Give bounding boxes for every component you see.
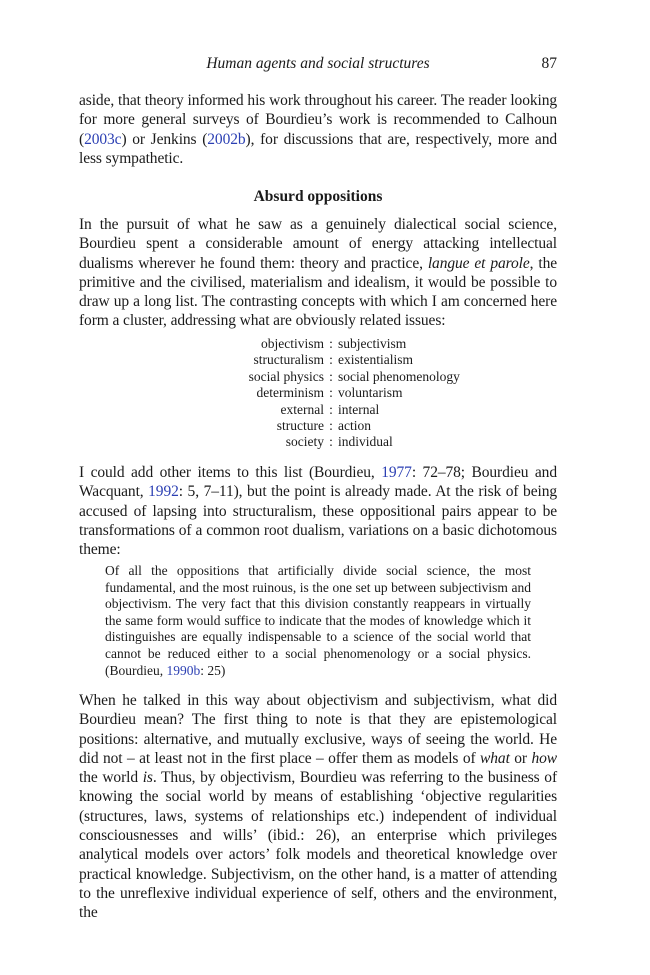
opposition-left: determinism [256, 385, 324, 401]
emphasis: is [142, 769, 153, 787]
opposition-separator: : [329, 401, 333, 417]
text: . Thus, by objectivism, Bourdieu was referring to the business of knowing the social world by means of establishing ‘objective regularities (structures, laws, systems of relationships etc.) independent of individual consciousnesses and wills’ (ibid.: 26), an enterprise which privileges analytical models over actors’ folk models and theoretical knowledge over practical knowledge. Subjectivism, on the other hand, is a matter of attending to the unreflexive individual experience of self, others and the environment, the [79, 769, 558, 922]
citation-link[interactable]: 1990b [166, 662, 201, 678]
page-number: 87 [541, 55, 557, 72]
paragraph-3 [79, 463, 557, 559]
opposition-separator: : [329, 434, 333, 450]
text: , the primitive and the civilised, materialism and idealism, it would be possible to draw up a long list. The contrasting concepts with which I am concerned here form a cluster, addressing what are obviously related issues: [79, 254, 558, 330]
running-title: Human agents and social structures [206, 55, 430, 72]
citation-link[interactable]: 1992 [148, 483, 179, 501]
opposition-right: voluntarism [338, 385, 403, 401]
text: : 5, 7–11), but the point is already made. At the risk of being accused of lapsing into structuralism, these oppositional pairs appear to be transformations of a common root dualism, variations on a basic dichotomous theme: [79, 483, 557, 559]
text: ) or Jenkins ( [121, 130, 208, 148]
text: or [509, 749, 532, 767]
paragraph-1 [79, 91, 557, 168]
section-heading: Absurd oppositions [253, 188, 383, 205]
citation-link[interactable]: 2003c [84, 130, 122, 148]
opposition-separator: : [329, 418, 333, 434]
opposition-right: internal [338, 401, 380, 417]
text: ), for discussions that are, respectively, more and less sympathetic. [79, 130, 557, 167]
citation-link[interactable]: 1977 [381, 464, 412, 481]
opposition-left: structure [276, 418, 324, 434]
paragraph-4 [79, 691, 557, 923]
opposition-right: existentialism [338, 352, 413, 368]
text: aside, that theory informed his work throughout his career. The reader looking for more general surveys of Bourdieu’s work is recommended to Calhoun ( [79, 92, 557, 148]
opposition-left: social physics [248, 368, 324, 384]
text: In the pursuit of what he saw as a genuinely dialectical social science, Bourdieu spent a considerable amount of energy attacking intellectual dualisms wherever he found them: theory and practice, [79, 216, 557, 272]
citation-link[interactable]: 2002b [207, 130, 246, 148]
text: When he talked in this way about objectivism and subjectivism, what did Bourdieu mean? The first thing to note is that they are epistemological positions: alternative, and mutually exclusive, ways of seeing the world. He did not – at least not in the first place – offer them as models of [79, 692, 557, 767]
running-head [79, 55, 557, 75]
opposition-row [79, 385, 557, 401]
opposition-row [79, 418, 557, 434]
emphasis: what [480, 749, 510, 767]
opposition-row [79, 434, 557, 450]
emphasis: how [531, 749, 557, 767]
text: the world [79, 769, 143, 787]
opposition-separator: : [329, 368, 333, 384]
text: Of all the oppositions that artificially divide social science, the most fundamental, and the most ruinous, is the one set up between subjectivism and objectivism. The very fact that this division constantly reappears in virtually the same form would suffice to indicate that the modes of knowledge which it distinguishes are equally indispensable to a science of the social world that cannot be reduced either to a social phenomenology or a social physics. (Bourdieu, [105, 563, 531, 678]
opposition-right: individual [338, 434, 393, 450]
text: : 25) [200, 662, 226, 678]
opposition-row [79, 352, 557, 368]
emphasis: langue et parole [427, 254, 530, 272]
opposition-row [79, 336, 557, 352]
opposition-row [79, 402, 557, 418]
opposition-right: subjectivism [338, 336, 407, 351]
opposition-left: external [280, 401, 324, 417]
text: : 72–78; Bourdieu and Wacquant, [79, 464, 557, 501]
text: I could add other items to this list (Bourdieu, [79, 464, 382, 481]
block-quote [105, 563, 531, 679]
opposition-left: objectivism [261, 336, 324, 351]
opposition-right: social phenomenology [338, 368, 460, 384]
opposition-left: society [285, 434, 324, 450]
opposition-separator: : [329, 352, 333, 368]
opposition-row [79, 369, 557, 385]
opposition-separator: : [329, 385, 333, 401]
opposition-separator: : [329, 336, 333, 351]
oppositions-list [79, 336, 557, 451]
opposition-left: structuralism [253, 352, 324, 368]
paragraph-2 [79, 215, 557, 331]
opposition-right: action [338, 418, 371, 434]
